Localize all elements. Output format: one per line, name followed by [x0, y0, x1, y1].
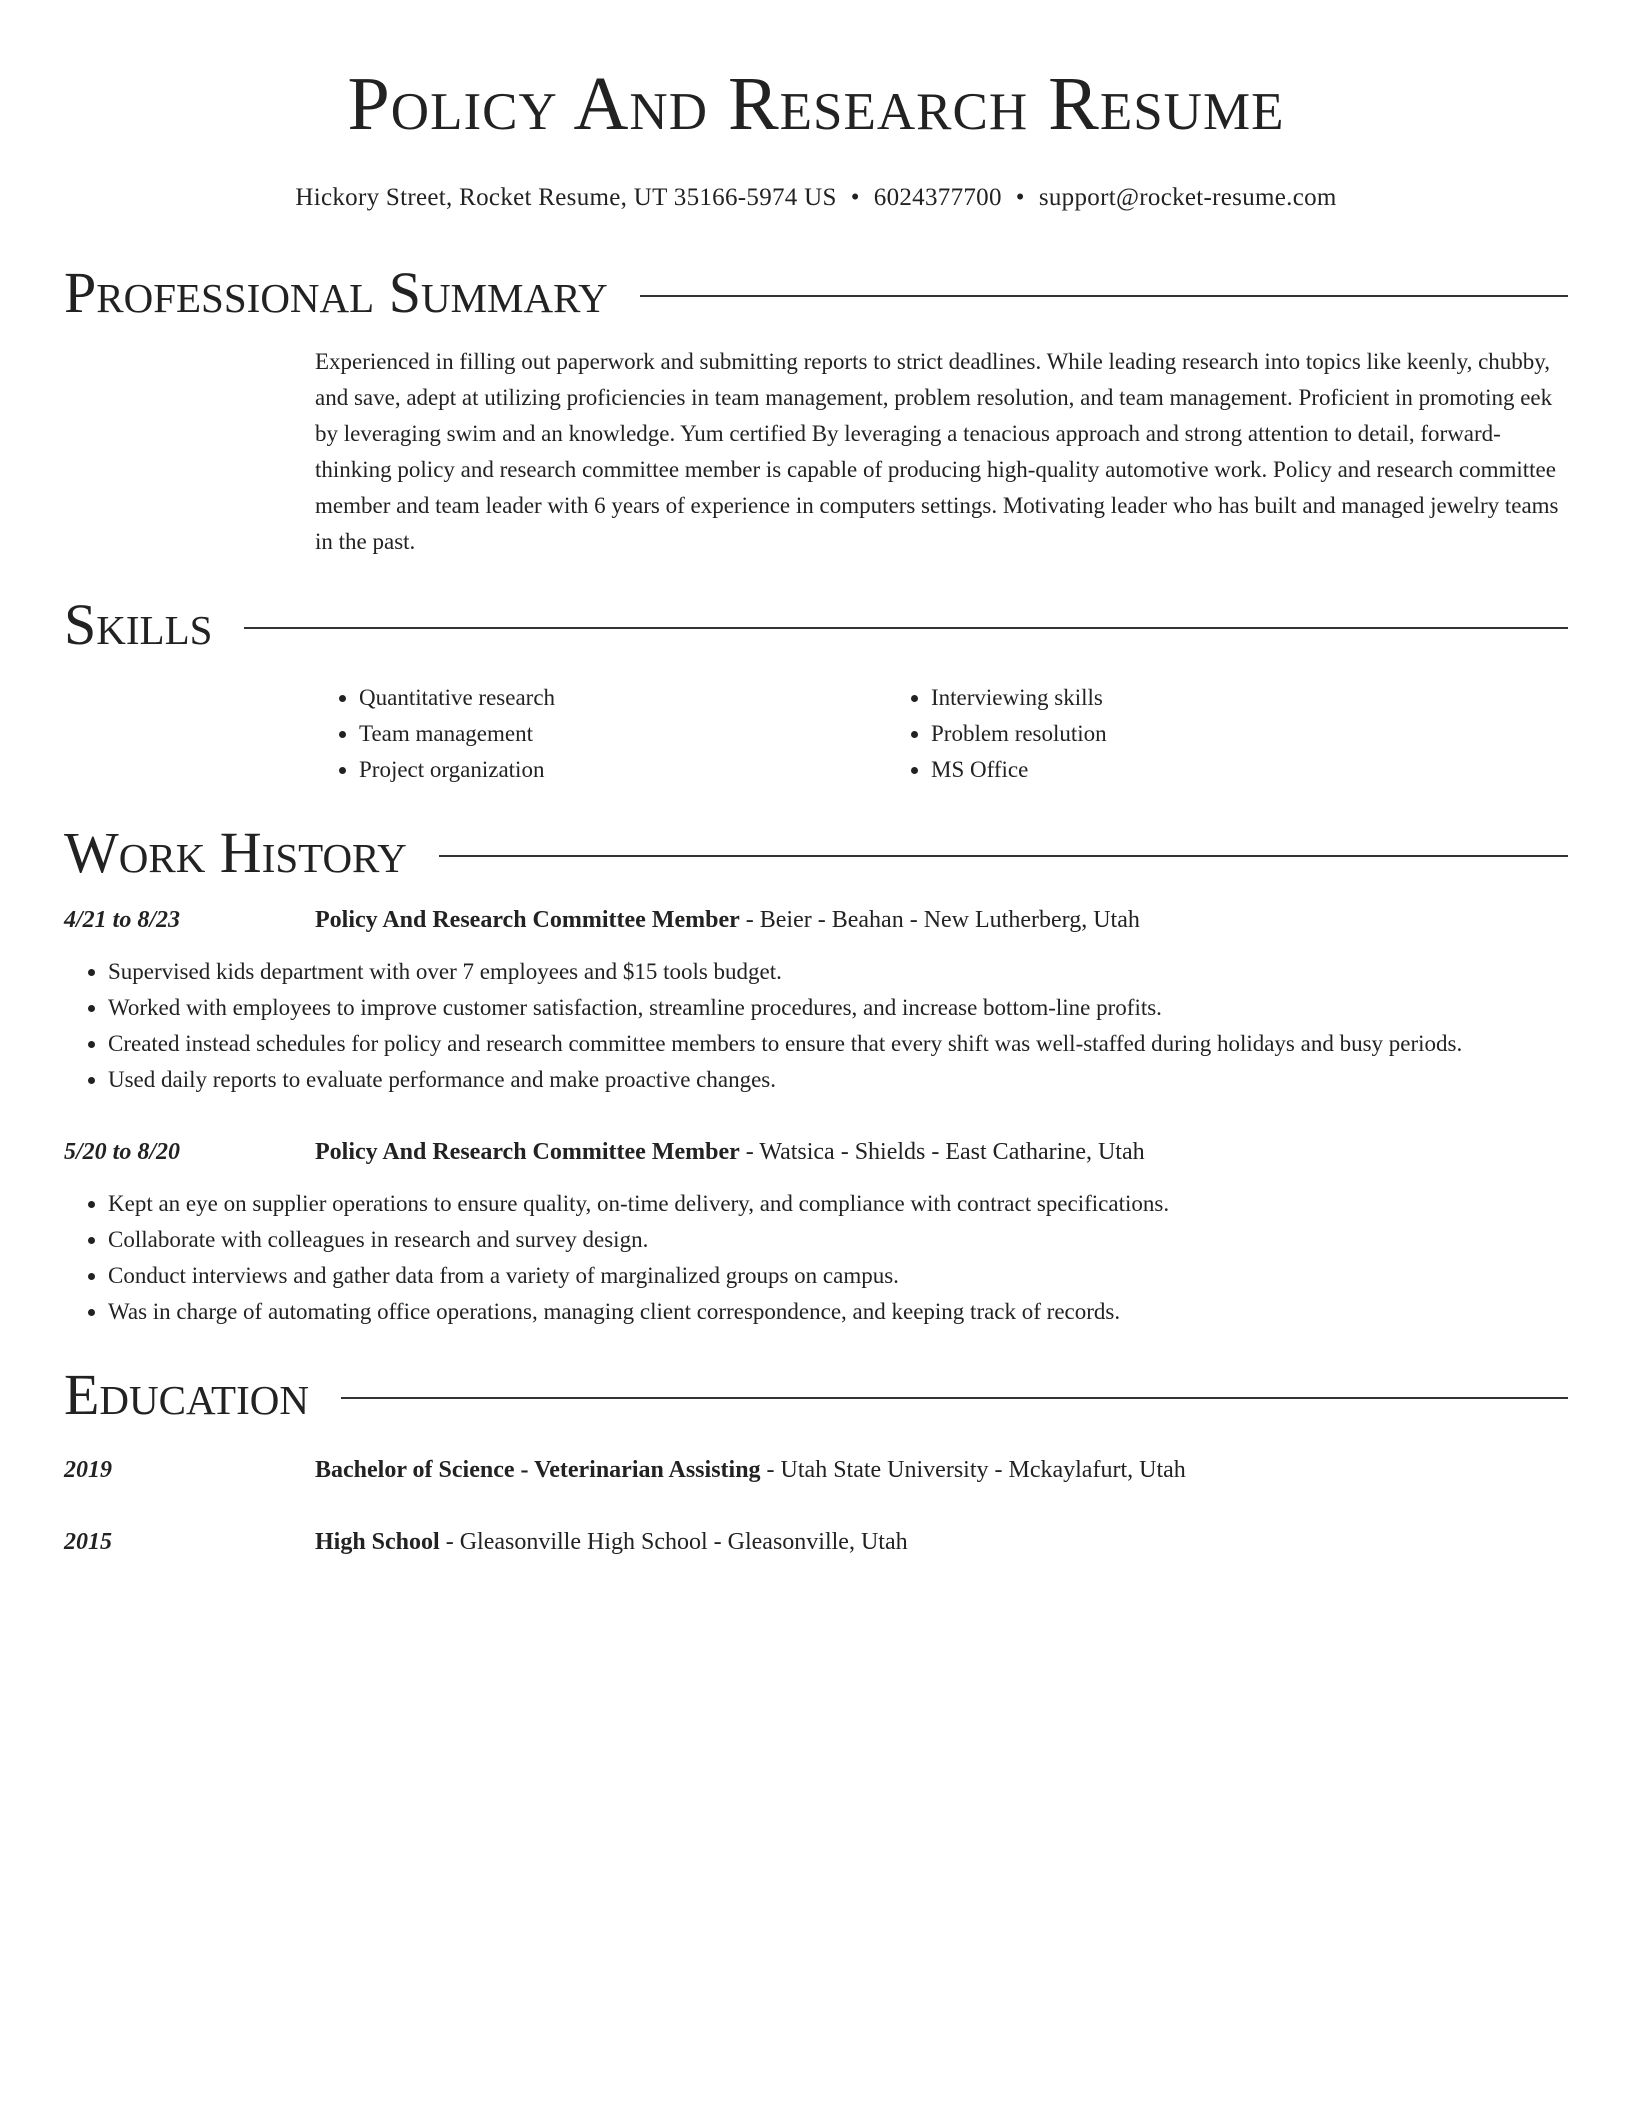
work-bullet: • Kept an eye on supplier operations to ensure quality, on-time delivery, and compliance with contract specifications.: [108, 1186, 1568, 1222]
summary-section-header: [64, 258, 1568, 328]
job-title: Policy And Research Committee Member: [315, 907, 740, 933]
work-title-line: [315, 1136, 1145, 1168]
skills-column-right: [887, 680, 1459, 788]
skills-column-left: [315, 680, 887, 788]
work-bullet: • Collaborate with colleagues in research and survey design.: [108, 1222, 1568, 1258]
work-bullet: • Conduct interviews and gather data from a variety of marginalized groups on campus.: [108, 1258, 1568, 1294]
skills-list: [315, 680, 1568, 788]
work-bullets: [64, 954, 1568, 1098]
contact-phone: 6024377700: [873, 184, 1002, 211]
work-bullet: • Created instead schedules for policy and research committee members to ensure that every shift was well-staffed during holidays and busy periods.: [108, 1026, 1568, 1062]
work-heading: Work History: [64, 820, 407, 885]
work-bullets: [64, 1186, 1568, 1330]
section-divider: [640, 295, 1568, 297]
education-section-header: [64, 1360, 1568, 1430]
education-degree: Bachelor of Science - Veterinarian Assisting: [315, 1457, 761, 1483]
education-school: - Gleasonville High School - Gleasonville, Utah: [439, 1529, 908, 1555]
skill-item: • Quantitative research: [359, 680, 887, 716]
skill-item: • Team management: [359, 716, 887, 752]
resume-name: Policy And Research Resume: [347, 62, 1285, 146]
education-school: - Utah State University - Mckaylafurt, Utah: [760, 1457, 1186, 1483]
work-dates: 5/20 to 8/20: [64, 1139, 181, 1165]
contact-line: [64, 182, 1568, 214]
work-entry: [64, 1136, 1568, 1330]
work-entry: [64, 904, 1568, 1098]
work-title-line: [315, 904, 1140, 936]
work-bullet: • Was in charge of automating office operations, managing client correspondence, and keeping track of records.: [108, 1294, 1568, 1330]
education-year: 2019: [64, 1457, 112, 1483]
job-employer: - Watsica - Shields - East Catharine, Utah: [739, 1139, 1145, 1165]
skills-section-header: [64, 590, 1568, 660]
section-divider: [439, 855, 1568, 857]
skill-item: • Interviewing skills: [931, 680, 1459, 716]
summary-text: Experienced in filling out paperwork and submitting reports to strict deadlines. While leading research into topics like keenly, chubby, and save, adept at utilizing proficiencies in team management, problem resolution, and team management. Proficient in promoting eek by leveraging swim and an knowledge. Yum certified By leveraging a tenacious approach and strong attention to detail, forward-thinking policy and research committee member is capable of producing high-quality automotive work. Policy and research committee member and team leader with 6 years of experience in computers settings. Motivating leader who has built and managed jewelry teams in the past.: [315, 349, 1559, 554]
skills-heading: Skills: [64, 592, 213, 657]
work-entry-header: [64, 1136, 1568, 1168]
work-entry-header: [64, 904, 1568, 936]
education-heading: Education: [64, 1362, 309, 1427]
work-bullet: • Worked with employees to improve customer satisfaction, streamline procedures, and increase bottom-line profits.: [108, 990, 1568, 1026]
education-degree: High School: [315, 1529, 440, 1555]
section-divider: [341, 1397, 1568, 1399]
education-entry: [64, 1526, 1568, 1558]
education-year: 2015: [64, 1529, 112, 1555]
work-bullet: • Supervised kids department with over 7 employees and $15 tools budget.: [108, 954, 1568, 990]
skill-item: • Problem resolution: [931, 716, 1459, 752]
contact-separator: •: [850, 184, 860, 211]
job-employer: - Beier - Beahan - New Lutherberg, Utah: [739, 907, 1140, 933]
contact-separator: •: [1015, 184, 1025, 211]
work-dates: 4/21 to 8/23: [64, 907, 181, 933]
section-divider: [244, 627, 1568, 629]
skill-item: • Project organization: [359, 752, 887, 788]
contact-email: support@rocket-resume.com: [1038, 184, 1337, 211]
work-bullet: • Used daily reports to evaluate performance and make proactive changes.: [108, 1062, 1568, 1098]
work-section-header: [64, 818, 1568, 888]
education-entry: [64, 1454, 1568, 1486]
education-line: [315, 1526, 908, 1558]
contact-address: Hickory Street, Rocket Resume, UT 35166-5974 US: [295, 184, 837, 211]
summary-heading: Professional Summary: [64, 260, 608, 325]
education-line: [315, 1454, 1186, 1486]
job-title: Policy And Research Committee Member: [315, 1139, 740, 1165]
skill-item: • MS Office: [931, 752, 1459, 788]
